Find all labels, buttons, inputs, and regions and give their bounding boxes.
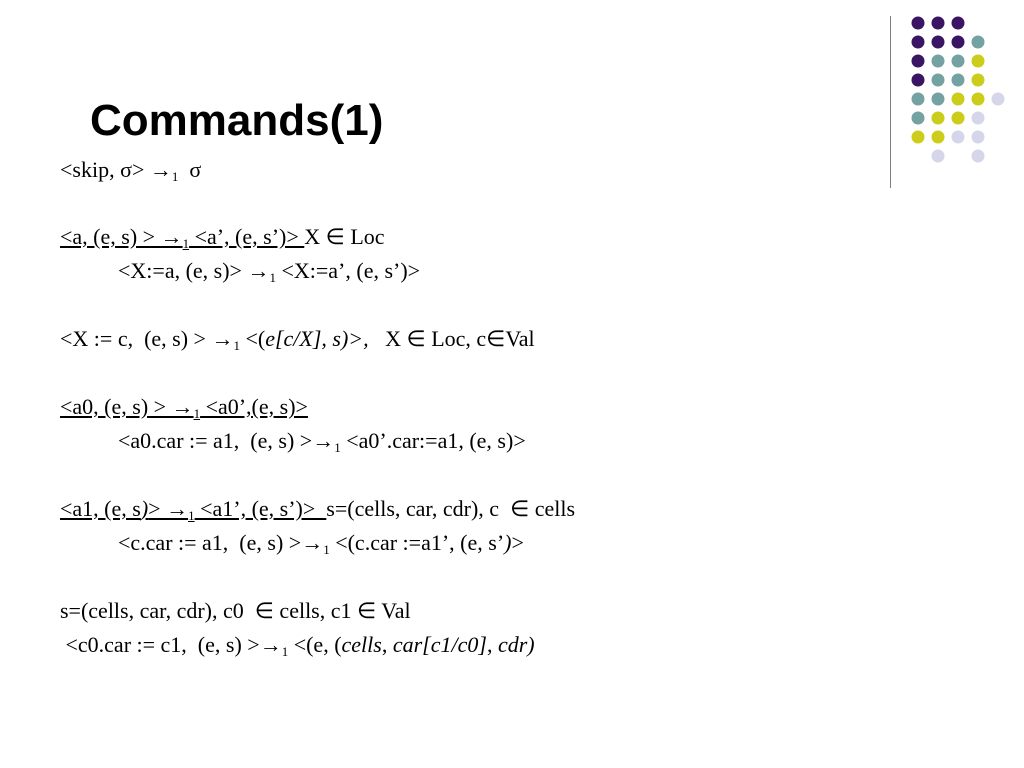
formula-segment: <a0, (e, s) > → (60, 394, 194, 419)
formula-segment: <(e, ( (288, 632, 342, 657)
formula-segment: ) (504, 530, 512, 555)
decorative-dot (972, 150, 985, 163)
formula-segment: <a’, (e, s’)> (189, 224, 305, 249)
decorative-dot (912, 17, 925, 30)
decorative-dot (932, 36, 945, 49)
rule-assign-value (60, 326, 535, 359)
decorative-dot (952, 17, 965, 30)
formula-segment: 1 (193, 406, 201, 421)
decorative-dot (932, 93, 945, 106)
decorative-dot (952, 36, 965, 49)
formula-segment: , (486, 632, 498, 657)
formula-segment: <a0.car := a1, (e, s) >→ (118, 428, 335, 453)
decorative-dot (972, 36, 985, 49)
decorative-dot (952, 55, 965, 68)
formula-segment: e[c/X], s)>, (265, 326, 369, 351)
formula-segment: <skip, σ> → (60, 157, 172, 182)
decorative-dot (952, 112, 965, 125)
decorative-dot (932, 55, 945, 68)
decorative-dot (972, 74, 985, 87)
formula-segment: <a, (e, s) > → (60, 224, 183, 249)
decorative-dot (912, 36, 925, 49)
formula-segment: > (511, 530, 524, 555)
rule-arith-premise (60, 224, 385, 257)
formula-segment: car[c1/c0] (392, 632, 487, 657)
decorative-dot (952, 74, 965, 87)
decorative-dot (952, 131, 965, 144)
rule-store-conclusion (60, 632, 535, 665)
decorative-dot (972, 93, 985, 106)
decorative-dot (912, 55, 925, 68)
formula-segment: X ∈ Loc (304, 224, 385, 249)
rule-store-premise (60, 598, 411, 624)
formula-segment: <(c.car :=a1’, (e, s’ (329, 530, 505, 555)
formula-segment: <c0.car := c1, (e, s) >→ (60, 632, 282, 657)
decorative-dot (932, 17, 945, 30)
decorative-dot (952, 93, 965, 106)
formula-segment: 1 (281, 644, 289, 659)
formula-segment: <( (239, 326, 266, 351)
decorative-dot (972, 55, 985, 68)
decorative-dot (972, 131, 985, 144)
formula-segment: > → (148, 496, 189, 521)
formula-segment: <a1, (e, s (60, 496, 141, 521)
formula-segment: cells (341, 632, 382, 657)
formula-segment: <a0’,(e, s)> (200, 394, 308, 419)
formula-segment: 1 (233, 338, 240, 353)
slide-title: Commands(1) (90, 96, 384, 145)
formula-segment: s=(cells, car, cdr), c ∈ cells (326, 496, 576, 521)
formula-segment: <X:=a, (e, s)> → (118, 258, 270, 283)
formula-segment: 1 (188, 508, 195, 523)
formula-segment: ) (140, 496, 149, 521)
divider-line (890, 16, 891, 188)
decorative-dot (912, 112, 925, 125)
formula-segment: 1 (182, 236, 190, 251)
decorative-dot (972, 112, 985, 125)
decorative-dot (932, 74, 945, 87)
decorative-dot (912, 131, 925, 144)
decorative-dot (912, 74, 925, 87)
formula-segment: <X:=a’, (e, s’)> (275, 258, 421, 283)
formula-segment: 1 (323, 542, 330, 557)
formula-segment: 1 (171, 169, 179, 184)
rule-cell-conclusion (118, 530, 524, 563)
formula-segment: s=(cells, car, cdr), c0 ∈ cells, c1 ∈ Val (60, 598, 411, 623)
rule-car-conclusion (118, 428, 526, 461)
formula-segment: X ∈ Loc, c∈Val (368, 326, 535, 351)
formula-segment: <c.car := a1, (e, s) >→ (118, 530, 324, 555)
decorative-dot (932, 112, 945, 125)
decorative-dot (932, 131, 945, 144)
formula-segment: cdr) (497, 632, 535, 657)
formula-segment: 1 (269, 270, 276, 285)
formula-segment: <a0’.car:=a1, (e, s)> (340, 428, 526, 453)
rule-skip (60, 157, 201, 190)
decorative-dot (912, 93, 925, 106)
rule-assign-conclusion (118, 258, 420, 291)
formula-segment: <a1’, (e, s’)> (194, 496, 327, 521)
formula-segment: 1 (334, 440, 341, 455)
decorative-dot (932, 150, 945, 163)
formula-segment: σ (178, 157, 202, 182)
rule-cell-premise (60, 496, 575, 529)
decorative-dot (992, 93, 1005, 106)
formula-segment: , (381, 632, 393, 657)
rule-car-premise (60, 394, 308, 427)
formula-segment: <X := c, (e, s) > → (60, 326, 234, 351)
